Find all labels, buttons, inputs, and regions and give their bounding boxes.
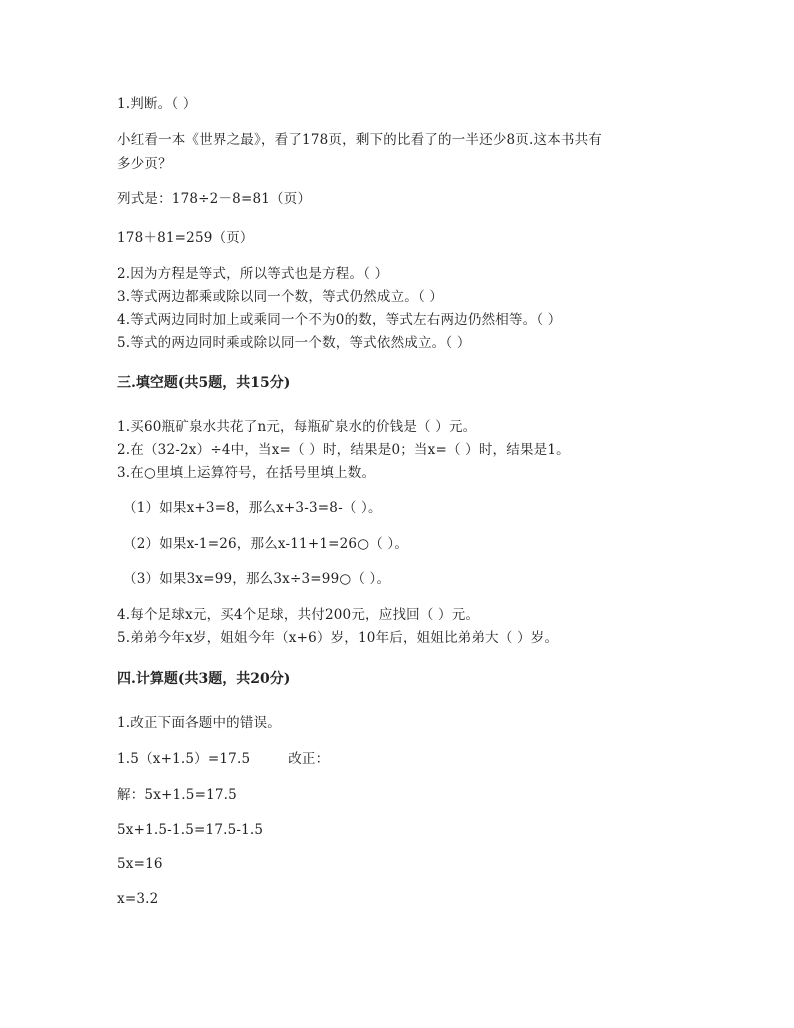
fill-q3-part1: （1）如果x+3=8，那么x+3-3=8-（ ）。 — [123, 500, 382, 516]
fill-q4: 4.每个足球x元，买4个足球，共付200元，应找回（ ）元。 — [117, 607, 480, 623]
judge-q1-work-line1: 列式是：178÷2－8=81（页） — [117, 191, 312, 207]
fill-q3-part3: （3）如果3x=99，那么3x÷3=99○（ ）。 — [123, 571, 391, 587]
judge-q2: 2.因为方程是等式，所以等式也是方程。（ ） — [117, 266, 389, 282]
calc-step-3: 5x=16 — [117, 856, 163, 872]
judge-q1-stem-line2: 多少页？ — [117, 156, 172, 172]
calc-step-1: 解：5x+1.5=17.5 — [117, 787, 237, 803]
calc-q1: 1.改正下面各题中的错误。 — [117, 715, 281, 731]
fill-q5: 5.弟弟今年x岁，姐姐今年（x+6）岁，10年后，姐姐比弟弟大（ ）岁。 — [117, 630, 559, 646]
fill-q2: 2.在（32-2x）÷4中，当x=（ ）时，结果是0；当x=（ ）时，结果是1。 — [117, 442, 570, 458]
judge-q3: 3.等式两边都乘或除以同一个数，等式仍然成立。（ ） — [117, 289, 444, 305]
judge-q4: 4.等式两边同时加上或乘同一个不为0的数，等式左右两边仍然相等。（ ） — [117, 312, 562, 328]
fill-q3: 3.在○里填上运算符号，在括号里填上数。 — [117, 465, 376, 481]
judge-q1-stem-line1: 小红看一本《世界之最》，看了178页，剩下的比看了的一半还少8页.这本书共有 — [117, 132, 602, 148]
calc-step-2: 5x+1.5-1.5=17.5-1.5 — [117, 822, 264, 838]
correction-label: 改正： — [288, 751, 330, 767]
section-heading-calculation: 四.计算题(共3题，共20分) — [117, 671, 291, 687]
calc-equation: 1.5（x+1.5）=17.5 — [117, 751, 251, 767]
calc-equation-line — [117, 750, 329, 768]
judge-q1-work-line2: 178＋81=259（页） — [117, 230, 254, 246]
judge-q5: 5.等式的两边同时乘或除以同一个数，等式依然成立。（ ） — [117, 335, 471, 351]
fill-q3-part2: （2）如果x-1=26，那么x-11+1=26○（ ）。 — [123, 536, 409, 552]
fill-q1: 1.买60瓶矿泉水共花了n元，每瓶矿泉水的价钱是（ ）元。 — [117, 419, 477, 435]
calc-step-4: x=3.2 — [117, 891, 159, 907]
judge-q1-title: 1.判断。（ ） — [117, 96, 197, 112]
section-heading-fill-in: 三.填空题(共5题，共15分) — [117, 375, 291, 391]
